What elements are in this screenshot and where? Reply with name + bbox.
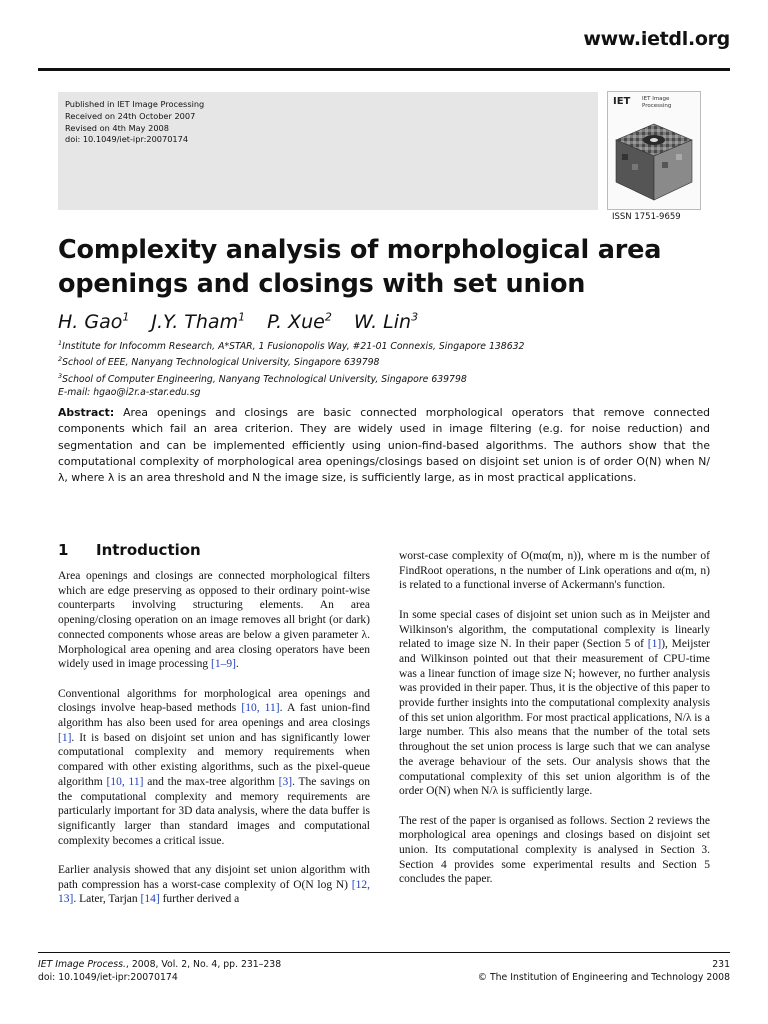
doi-line: doi: 10.1049/iet-ipr:20070174 [65,134,189,145]
received-date: Received on 24th October 2007 [65,110,196,121]
issn: ISSN 1751-9659 [612,212,681,222]
top-rule [38,68,730,71]
abstract-text: Area openings and closings are basic connected morphological operators that remove connected components which fail an area criterion. They are widely used in image filtering (e.g. for noise reduction) and segmentation and can be implemented efficiently using union-find-based algorithms. The authors show that the computational complexity of morphological area openings/closings based on disjoint set union is of order O(N) when N/λ, where λ is an area threshold and N the image size, is sufficiently large, as in most practical applications. [58,406,711,485]
paragraph-text: further derived a [162,893,240,906]
cover-journal-line1: IET Image [642,96,670,102]
copyright: © The Institution of Engineering and Technology 2008 [477,972,730,983]
affiliation-text: School of Computer Engineering, Nanyang Technological University, Singapore 639798 [62,373,467,385]
affiliations [58,337,524,399]
affiliation [58,337,524,353]
paragraph-text: ), Meijster and Wilkinson pointed out that their measurement of CPU-time was a linear function of image size N; however, no further analysis was provided in their paper. Thus, it is the objective of this paper to provide further insights into the computational complexity analysis of this set union algorithm. For most practical applications, N/λ is a large number. This also means that the number of the total sets throughout the set union process is large such that we can analyse the average behaviour of the sets. Our analysis shows that the computational complexity of this set union algorithm is of the order O(N) when N/λ is sufficiently large. [399,638,711,798]
paragraph [58,687,370,849]
author-affiliation-mark: 3 [411,311,419,324]
section-number: 1 [58,541,69,559]
paragraph [399,608,710,799]
iet-logo: IET [613,96,631,107]
citation-link[interactable]: [1] [647,638,662,651]
author-list [58,311,434,333]
author-name: P. Xue [267,311,325,334]
paragraph-text: Earlier analysis showed that any disjoint set union algorithm with path compression has a worst-case complexity of O(N log N) [58,864,370,891]
revised-date: Revised on 4th May 2008 [65,122,169,133]
citation-link[interactable]: [14] [140,893,160,906]
publication-info-box [58,92,598,210]
citation-link[interactable]: [1–9] [210,658,236,671]
paragraph-text: . [235,658,239,671]
journal-cover-image [607,91,701,210]
affiliation [58,353,524,369]
paragraph [399,549,710,593]
footer-citation [38,958,281,984]
left-column [58,569,370,922]
citation-link[interactable]: [12, 13] [58,878,370,906]
paragraph-text: Area openings and closings are connected morphological filters which are edge preserving as opposed to their ordinary point-wise counterparts involving structuring elements. An area opening/closing operation on an image removes all bright (or dark) connected components whose areas are below a given parameter λ. Morphological area opening and area closing operators have been widely used in image processing [58,570,370,671]
affiliation-mark: 1 [58,339,63,347]
author[interactable] [267,311,332,333]
paragraph [399,814,710,888]
footer-rule [38,952,730,953]
cover-cube-illustration [612,120,696,204]
author-affiliation-mark: 1 [122,311,130,324]
footer-journal-line [38,958,281,971]
paragraph-text: Conventional algorithms for morphological area openings and closings involve heap-based methods [58,687,370,715]
paragraph-text: . A fast union-find algorithm has also been used for area openings and area closings [58,702,371,730]
author-affiliation-mark: 2 [324,311,332,324]
footer-page-info [478,958,730,984]
author-name: H. Gao [58,311,123,334]
section-title: Introduction [96,541,201,559]
article-title: Complexity analysis of morphological area openings and closings with set union [58,235,662,299]
paragraph-text: . It is based on disjoint set union and has significantly lower computational complexity and memory requirements when compared with other existing algorithms, such as the pixel-queue algorithm [58,731,370,788]
paragraph-text: In some special cases of disjoint set union such as in Meijster and Wilkinson's algorithm, the computational complexity is linearly related to image size N. In their paper (Section 5 of [399,608,710,651]
citation-link[interactable]: [10, 11] [106,775,144,788]
author[interactable] [354,311,418,333]
paragraph-text: The rest of the paper is organised as follows. Section 2 reviews the morphological area openings and closings based on disjoint set union. Its computational complexity is analysed in Section 3. Section 4 provides some experimental results and Section 5 concludes the paper. [399,814,710,886]
footer-volume: , 2008, Vol. 2, No. 4, pp. 231–238 [125,959,282,970]
paragraph-text: . The savings on the computational complexity and memory requirements are particularly important for 3D data analysis, where the data buffer is significantly larger than standard images and computational complexity becomes a critical issue. [58,775,370,847]
page-number: 231 [712,959,730,970]
section-heading [58,541,201,559]
footer-journal: IET Image Process. [38,959,126,970]
author[interactable] [151,311,245,333]
author-name: W. Lin [353,311,412,334]
affiliation-mark: 2 [58,355,63,364]
paragraph-text: . Later, Tarjan [73,893,138,906]
site-url[interactable]: www.ietdl.org [583,28,730,50]
citation-link[interactable]: [3] [278,775,293,788]
author[interactable] [58,311,129,333]
cover-header [608,92,700,118]
right-column [399,549,710,902]
cover-journal-line2: Processing [642,103,672,109]
cover-journal-title [642,96,671,110]
published-in: Published in IET Image Processing [65,99,205,109]
citation-link[interactable]: [1] [58,731,72,744]
citation-link[interactable]: [10, 11] [241,702,280,715]
affiliation-text: School of EEE, Nanyang Technological University, Singapore 639798 [62,357,380,369]
paragraph [58,863,370,907]
footer-doi: doi: 10.1049/iet-ipr:20070174 [38,972,178,983]
affiliation [58,370,524,386]
abstract-label: Abstract: [58,406,115,419]
author-affiliation-mark: 1 [238,311,246,324]
paragraph-text: and the max-tree algorithm [147,775,275,788]
paragraph-text: worst-case complexity of O(mα(m, n)), where m is the number of FindRoot operations, n the number of Link operations and α(m, n) is related to a functional inverse of Ackermann's function. [399,550,710,592]
abstract [58,405,710,486]
paragraph [58,569,370,672]
affiliation-mark: 3 [58,371,63,380]
affiliation-text: Institute for Infocomm Research, A*STAR, 1 Fusionopolis Way, #21-01 Connexis, Singapore 138632 [62,341,525,353]
email[interactable]: E-mail: hgao@i2r.a-star.edu.sg [58,386,201,398]
author-name: J.Y. Tham [151,311,239,334]
